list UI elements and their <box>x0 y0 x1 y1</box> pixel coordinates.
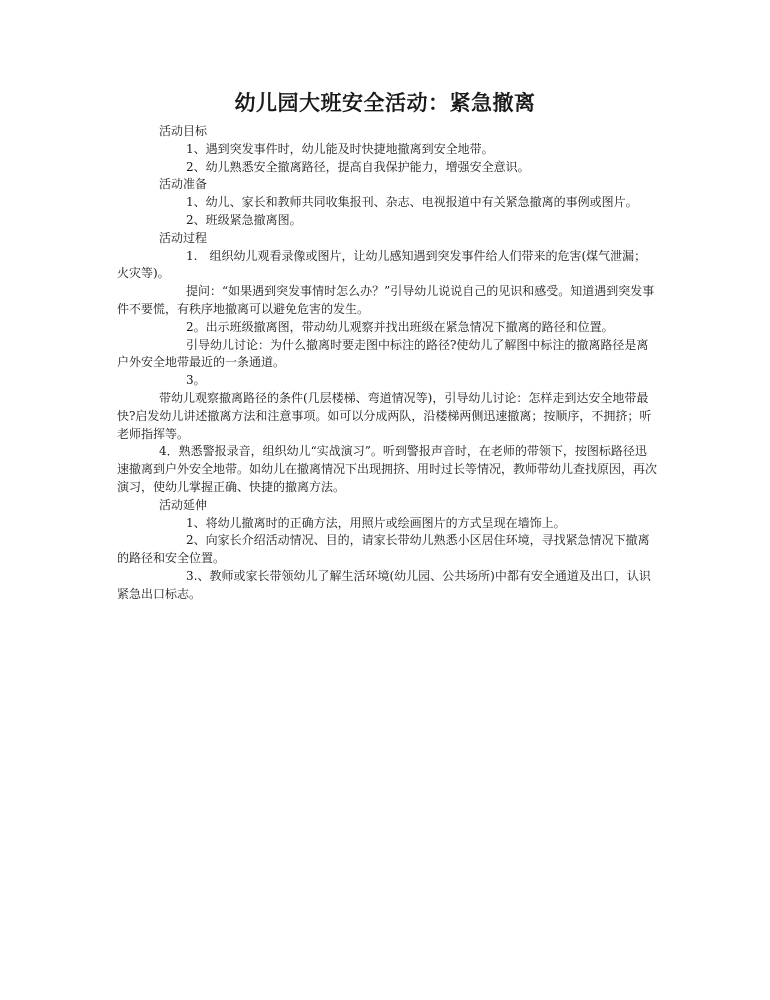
extension-item: 2、向家长介绍活动情况、目的，请家长带幼儿熟悉小区居住环境，寻找紧急情况下撤离的路径和安全位置。 <box>117 533 650 566</box>
process-item: 4．熟悉警报录音，组织幼儿“实战演习”。听到警报声音时，在老师的带领下，按图标路径迅速撤离到户外安全地带。如幼儿在撤离情况下出现拥挤、用时过长等情况，教师带幼儿查找原因，再次演习，使幼儿掌握正确、快捷的撤离方法。 <box>117 444 658 494</box>
preparation-item: 1、幼儿、家长和教师共同收集报刊、杂志、电视报道中有关紧急撤离的事例或图片。 <box>186 195 638 210</box>
process-item: 引导幼儿讨论：为什么撤离时要走图中标注的路径?使幼儿了解图中标注的撤离路径是离户外安全地带最近的一条通道。 <box>117 337 649 370</box>
goal-item: 1、遇到突发事件时，幼儿能及时快捷地撤离到安全地带。 <box>186 141 494 156</box>
process-item: 提问：“如果遇到突发事情时怎么办？”引导幼儿说说自己的见识和感受。知道遇到突发事件不要慌，有秩序地撤离可以避免危害的发生。 <box>117 284 655 316</box>
process-item: 带幼儿观察撤离路径的条件(几层楼梯、弯道情况等)，引导幼儿讨论：怎样走到达安全地带最快?启发幼儿讲述撤离方法和注意事项。如可以分成两队，沿楼梯两侧迅速撤离；按顺序，不拥挤；听老师指挥等。 <box>117 390 652 441</box>
extension-item: 1、将幼儿撤离时的正确方法，用照片或绘画图片的方式呈现在墙饰上。 <box>186 515 566 530</box>
extension-item: 3.、教师或家长带领幼儿了解生活环境(幼儿园、公共场所)中都有安全通道及出口，认识紧急出口标志。 <box>117 568 651 601</box>
process-item: 3。 <box>186 373 206 388</box>
goal-item: 2、幼儿熟悉安全撤离路径，提高自我保护能力，增强安全意识。 <box>186 159 530 174</box>
document-title: 幼儿园大班安全活动：紧急撤离 <box>234 90 536 115</box>
document-body <box>117 123 657 604</box>
section-heading-process: 活动过程 <box>159 230 208 245</box>
section-heading-preparation: 活动准备 <box>159 177 208 192</box>
section-heading-goals: 活动目标 <box>159 124 208 138</box>
process-item: 2。出示班级撤离图，带动幼儿观察并找出班级在紧急情况下撤离的路径和位置。 <box>186 319 614 334</box>
process-item: 1. 组织幼儿观看录像或图片，让幼儿感知遇到突发事件给人们带来的危害(煤气泄漏；火灾等)。 <box>117 248 647 281</box>
section-heading-extension: 活动延伸 <box>159 497 208 512</box>
preparation-item: 2、班级紧急撤离图。 <box>186 212 302 227</box>
